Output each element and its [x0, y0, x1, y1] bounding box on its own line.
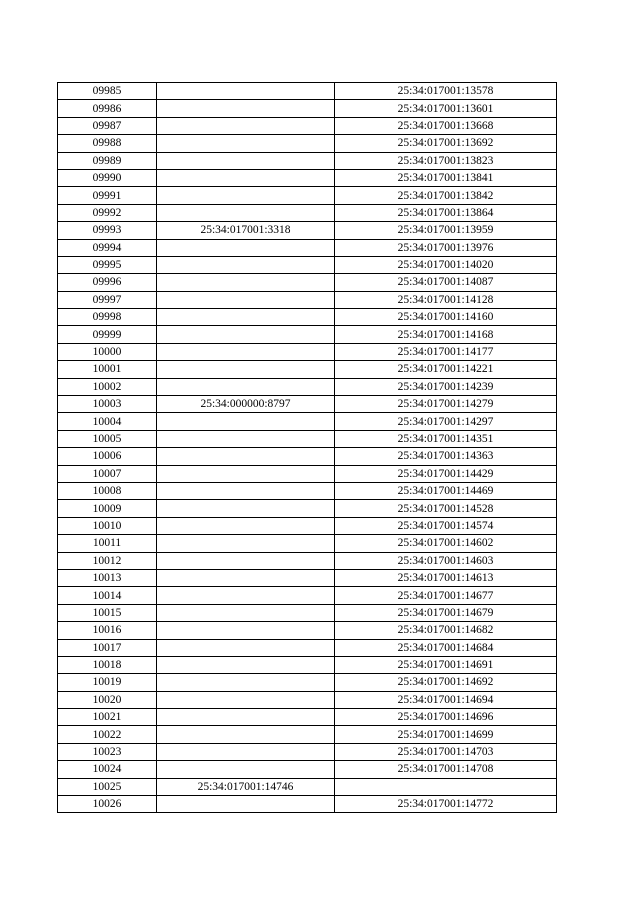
cadastral-number-cell: 25:34:017001:13823 [335, 152, 557, 169]
cadastral-number-cell: 25:34:017001:13601 [335, 100, 557, 117]
row-number-cell: 09999 [58, 326, 157, 343]
cadastral-number-cell: 25:34:017001:14692 [335, 674, 557, 691]
row-number-cell: 09989 [58, 152, 157, 169]
row-number-cell: 10019 [58, 674, 157, 691]
row-number-cell: 09985 [58, 83, 157, 100]
cadastral-number-cell: 25:34:017001:14613 [335, 569, 557, 586]
cadastral-number-cell: 25:34:017001:14691 [335, 656, 557, 673]
table-row [58, 448, 557, 465]
cadastral-number-cell: 25:34:017001:14679 [335, 604, 557, 621]
previous-cadastral-number-cell [157, 326, 335, 343]
previous-cadastral-number-cell [157, 256, 335, 273]
table-row [58, 187, 557, 204]
cadastral-number-cell: 25:34:017001:14168 [335, 326, 557, 343]
previous-cadastral-number-cell [157, 535, 335, 552]
table-row [58, 396, 557, 413]
table-row [58, 500, 557, 517]
table-row [58, 535, 557, 552]
row-number-cell: 10010 [58, 517, 157, 534]
previous-cadastral-number-cell [157, 413, 335, 430]
cadastral-number-cell: 25:34:017001:14221 [335, 361, 557, 378]
cadastral-number-cell: 25:34:017001:14239 [335, 378, 557, 395]
row-number-cell: 10018 [58, 656, 157, 673]
previous-cadastral-number-cell [157, 187, 335, 204]
previous-cadastral-number-cell [157, 569, 335, 586]
row-number-cell: 10024 [58, 761, 157, 778]
row-number-cell: 10006 [58, 448, 157, 465]
cadastral-number-cell: 25:34:017001:14677 [335, 587, 557, 604]
table-body [58, 83, 557, 813]
table-row [58, 100, 557, 117]
row-number-cell: 10022 [58, 726, 157, 743]
table-row [58, 222, 557, 239]
cadastral-number-cell: 25:34:017001:14603 [335, 552, 557, 569]
table-row [58, 761, 557, 778]
table-row [58, 587, 557, 604]
row-number-cell: 10007 [58, 465, 157, 482]
row-number-cell: 09998 [58, 309, 157, 326]
previous-cadastral-number-cell [157, 639, 335, 656]
row-number-cell: 09988 [58, 135, 157, 152]
cadastral-number-cell: 25:34:017001:14602 [335, 535, 557, 552]
cadastral-number-cell: 25:34:017001:14020 [335, 256, 557, 273]
row-number-cell: 09994 [58, 239, 157, 256]
table-row [58, 552, 557, 569]
previous-cadastral-number-cell: 25:34:017001:14746 [157, 778, 335, 795]
row-number-cell: 10012 [58, 552, 157, 569]
cadastral-number-cell: 25:34:017001:13841 [335, 169, 557, 186]
table-row [58, 361, 557, 378]
previous-cadastral-number-cell [157, 604, 335, 621]
previous-cadastral-number-cell [157, 239, 335, 256]
table-row [58, 639, 557, 656]
previous-cadastral-number-cell [157, 309, 335, 326]
cadastral-number-cell: 25:34:017001:13842 [335, 187, 557, 204]
cadastral-number-cell: 25:34:017001:13864 [335, 204, 557, 221]
table-row [58, 482, 557, 499]
table-row [58, 691, 557, 708]
cadastral-number-cell: 25:34:017001:14696 [335, 709, 557, 726]
cadastral-number-cell: 25:34:017001:14363 [335, 448, 557, 465]
previous-cadastral-number-cell [157, 674, 335, 691]
row-number-cell: 10014 [58, 587, 157, 604]
cadastral-number-cell: 25:34:017001:14160 [335, 309, 557, 326]
cadastral-number-cell: 25:34:017001:14128 [335, 291, 557, 308]
table-row [58, 465, 557, 482]
cadastral-number-cell: 25:34:017001:14772 [335, 796, 557, 813]
cadastral-number-cell: 25:34:017001:14469 [335, 482, 557, 499]
cadastral-number-cell: 25:34:017001:14708 [335, 761, 557, 778]
table-row [58, 743, 557, 760]
row-number-cell: 10009 [58, 500, 157, 517]
table-row [58, 274, 557, 291]
previous-cadastral-number-cell [157, 743, 335, 760]
row-number-cell: 10023 [58, 743, 157, 760]
previous-cadastral-number-cell [157, 552, 335, 569]
table-row [58, 117, 557, 134]
row-number-cell: 10025 [58, 778, 157, 795]
cadastral-number-cell: 25:34:017001:14297 [335, 413, 557, 430]
cadastral-number-cell: 25:34:017001:14351 [335, 430, 557, 447]
cadastral-number-cell: 25:34:017001:14682 [335, 622, 557, 639]
previous-cadastral-number-cell [157, 482, 335, 499]
cadastral-number-cell: 25:34:017001:13959 [335, 222, 557, 239]
cadastral-number-cell: 25:34:017001:14574 [335, 517, 557, 534]
row-number-cell: 10020 [58, 691, 157, 708]
row-number-cell: 10003 [58, 396, 157, 413]
table-row [58, 709, 557, 726]
row-number-cell: 10002 [58, 378, 157, 395]
row-number-cell: 09991 [58, 187, 157, 204]
table-row [58, 778, 557, 795]
table-row [58, 152, 557, 169]
row-number-cell: 09990 [58, 169, 157, 186]
row-number-cell: 10004 [58, 413, 157, 430]
cadastral-number-cell: 25:34:017001:14429 [335, 465, 557, 482]
cadastral-table [57, 82, 557, 813]
row-number-cell: 09993 [58, 222, 157, 239]
table-row [58, 604, 557, 621]
table-row [58, 569, 557, 586]
row-number-cell: 10015 [58, 604, 157, 621]
cadastral-number-cell: 25:34:017001:13692 [335, 135, 557, 152]
row-number-cell: 10005 [58, 430, 157, 447]
previous-cadastral-number-cell [157, 587, 335, 604]
table-row [58, 622, 557, 639]
cadastral-number-cell: 25:34:017001:14699 [335, 726, 557, 743]
previous-cadastral-number-cell [157, 691, 335, 708]
table-row [58, 326, 557, 343]
previous-cadastral-number-cell [157, 656, 335, 673]
previous-cadastral-number-cell [157, 343, 335, 360]
table-row [58, 83, 557, 100]
previous-cadastral-number-cell: 25:34:017001:3318 [157, 222, 335, 239]
previous-cadastral-number-cell [157, 204, 335, 221]
previous-cadastral-number-cell [157, 517, 335, 534]
table-row [58, 796, 557, 813]
row-number-cell: 10021 [58, 709, 157, 726]
previous-cadastral-number-cell [157, 291, 335, 308]
table-row [58, 413, 557, 430]
row-number-cell: 10011 [58, 535, 157, 552]
cadastral-number-cell: 25:34:017001:13578 [335, 83, 557, 100]
cadastral-number-cell: 25:34:017001:14279 [335, 396, 557, 413]
cadastral-number-cell: 25:34:017001:14528 [335, 500, 557, 517]
previous-cadastral-number-cell [157, 709, 335, 726]
cadastral-number-cell: 25:34:017001:13976 [335, 239, 557, 256]
previous-cadastral-number-cell [157, 500, 335, 517]
previous-cadastral-number-cell [157, 135, 335, 152]
table-row [58, 256, 557, 273]
row-number-cell: 09992 [58, 204, 157, 221]
cadastral-number-cell: 25:34:017001:13668 [335, 117, 557, 134]
previous-cadastral-number-cell [157, 622, 335, 639]
previous-cadastral-number-cell [157, 274, 335, 291]
previous-cadastral-number-cell [157, 761, 335, 778]
row-number-cell: 10017 [58, 639, 157, 656]
cadastral-number-cell: 25:34:017001:14703 [335, 743, 557, 760]
row-number-cell: 09997 [58, 291, 157, 308]
table-row [58, 656, 557, 673]
previous-cadastral-number-cell [157, 726, 335, 743]
cadastral-number-cell: 25:34:017001:14694 [335, 691, 557, 708]
previous-cadastral-number-cell [157, 100, 335, 117]
table-row [58, 517, 557, 534]
previous-cadastral-number-cell [157, 796, 335, 813]
table-row [58, 204, 557, 221]
previous-cadastral-number-cell [157, 448, 335, 465]
row-number-cell: 09986 [58, 100, 157, 117]
table-row [58, 430, 557, 447]
previous-cadastral-number-cell [157, 465, 335, 482]
table-row [58, 726, 557, 743]
cadastral-number-cell: 25:34:017001:14177 [335, 343, 557, 360]
row-number-cell: 10016 [58, 622, 157, 639]
previous-cadastral-number-cell [157, 378, 335, 395]
row-number-cell: 09995 [58, 256, 157, 273]
row-number-cell: 10013 [58, 569, 157, 586]
cadastral-number-cell [335, 778, 557, 795]
previous-cadastral-number-cell [157, 117, 335, 134]
table-row [58, 343, 557, 360]
previous-cadastral-number-cell [157, 169, 335, 186]
table-row [58, 378, 557, 395]
row-number-cell: 09987 [58, 117, 157, 134]
table-row [58, 135, 557, 152]
previous-cadastral-number-cell [157, 152, 335, 169]
row-number-cell: 10026 [58, 796, 157, 813]
row-number-cell: 10008 [58, 482, 157, 499]
cadastral-number-cell: 25:34:017001:14087 [335, 274, 557, 291]
row-number-cell: 10000 [58, 343, 157, 360]
previous-cadastral-number-cell [157, 361, 335, 378]
previous-cadastral-number-cell: 25:34:000000:8797 [157, 396, 335, 413]
table-row [58, 309, 557, 326]
row-number-cell: 10001 [58, 361, 157, 378]
table-row [58, 674, 557, 691]
table-row [58, 169, 557, 186]
table-row [58, 291, 557, 308]
table-row [58, 239, 557, 256]
previous-cadastral-number-cell [157, 430, 335, 447]
cadastral-number-cell: 25:34:017001:14684 [335, 639, 557, 656]
row-number-cell: 09996 [58, 274, 157, 291]
previous-cadastral-number-cell [157, 83, 335, 100]
